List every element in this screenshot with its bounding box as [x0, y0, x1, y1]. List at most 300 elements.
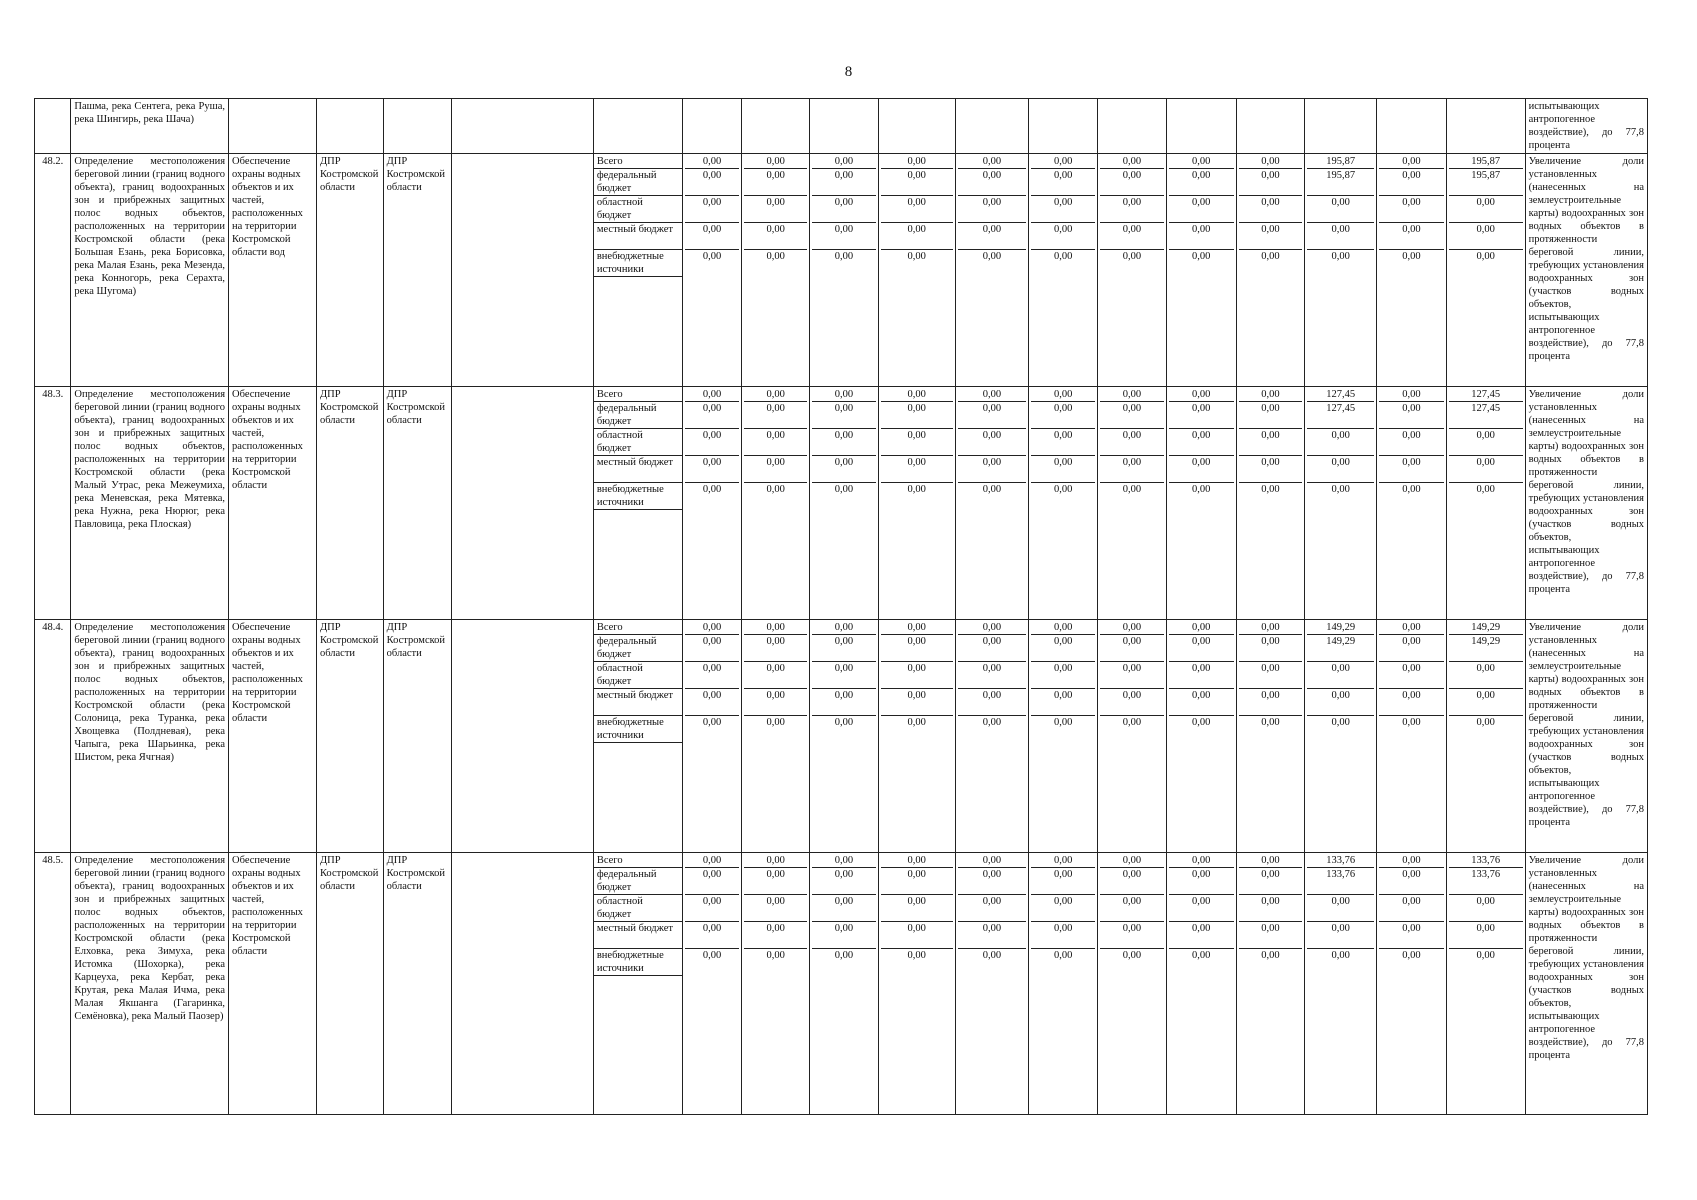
- value: 0,00: [1331, 950, 1350, 961]
- value: 0,00: [907, 484, 926, 495]
- value: 0,00: [958, 922, 1027, 949]
- value: 133,76: [1307, 854, 1374, 868]
- value: 0,00: [685, 402, 740, 429]
- value: 0,00: [958, 635, 1027, 662]
- coexecutor-cell: ДПР Костромской области: [383, 154, 452, 387]
- value: 0,00: [834, 717, 854, 728]
- source-label: Всего: [594, 621, 682, 635]
- value: 0,00: [958, 854, 1027, 868]
- value: 0,00: [744, 456, 807, 483]
- object-cell: Определение местоположения береговой линии (границ водного объекта), границ водоохранных зон и прибрежных защитных полос водных объектов, расположенных на территории Костромской области (река Солоница, река Туранка, река Хвощевка (Полдневая), река Чапыга, река Шарьинка, река Шистом, река Ячгная): [71, 620, 229, 853]
- value: 0,00: [1100, 196, 1164, 223]
- table-row-continuation: [35, 99, 1648, 154]
- value: 0,00: [744, 223, 807, 250]
- value: 195,87: [1307, 169, 1374, 196]
- result-cell: Увеличение доли установленных (нанесенных на землеустроительные карты) водоохранных зон водных объектов в протяженности береговой линии, требующих установления водоохранных зон (участков водных объектов, испытывающих антропогенное воздействие), до 77,8 процента: [1525, 853, 1647, 1115]
- value-cell: [1029, 620, 1098, 853]
- value: 149,29: [1449, 635, 1523, 662]
- source-label: Всего: [594, 854, 682, 868]
- value: 0,00: [1191, 950, 1211, 961]
- value: 0,00: [1307, 922, 1374, 949]
- value-cell: [878, 853, 955, 1115]
- row-number: 48.5.: [35, 853, 71, 1115]
- value: 0,00: [1239, 854, 1303, 868]
- value: 0,00: [1379, 155, 1444, 169]
- value: 0,00: [958, 402, 1027, 429]
- value: 0,00: [1100, 456, 1164, 483]
- row-number: [35, 99, 71, 154]
- value: 0,00: [744, 169, 807, 196]
- value-cell: [878, 387, 955, 620]
- value: 0,00: [1122, 717, 1142, 728]
- source-label: федеральный бюджет: [594, 169, 682, 196]
- value-cell: [955, 853, 1029, 1115]
- value: 0,00: [834, 950, 854, 961]
- value: 0,00: [1261, 950, 1280, 961]
- value: 0,00: [1379, 868, 1444, 895]
- value: 133,76: [1449, 854, 1523, 868]
- value-cell: [742, 853, 810, 1115]
- value: 0,00: [834, 484, 854, 495]
- value: 0,00: [1379, 895, 1444, 922]
- result-cell: Увеличение доли установленных (нанесенных на землеустроительные карты) водоохранных зон водных объектов в протяженности береговой линии, требующих установления водоохранных зон (участков водных объектов, испытывающих антропогенное воздействие), до 77,8 процента: [1525, 387, 1647, 620]
- value: 0,00: [1449, 895, 1523, 922]
- value: 0,00: [958, 196, 1027, 223]
- value-cell: [1305, 387, 1377, 620]
- value: 0,00: [1031, 456, 1095, 483]
- value: 0,00: [812, 402, 876, 429]
- value: 0,00: [1031, 868, 1095, 895]
- value: 0,00: [958, 621, 1027, 635]
- value: 0,00: [1054, 251, 1073, 262]
- value: 0,00: [958, 169, 1027, 196]
- value-cell: [1446, 387, 1525, 620]
- value: 0,00: [1100, 635, 1164, 662]
- value: 0,00: [1379, 854, 1444, 868]
- value: 127,45: [1449, 402, 1523, 429]
- value: 0,00: [1379, 689, 1444, 716]
- value: 0,00: [1031, 922, 1095, 949]
- value: 0,00: [744, 388, 807, 402]
- value: 0,00: [1100, 854, 1164, 868]
- value: 0,00: [881, 169, 953, 196]
- value: 0,00: [1239, 429, 1303, 456]
- value: 0,00: [702, 717, 722, 728]
- value-cell: [1446, 853, 1525, 1115]
- value: 0,00: [1191, 717, 1211, 728]
- value-cell: [1166, 154, 1236, 387]
- value: 0,00: [1031, 223, 1095, 250]
- executor-cell: ДПР Костромской области: [316, 620, 383, 853]
- table-row: [35, 154, 1648, 387]
- goal-cell: Обеспечение охраны водных объектов и их частей, расположенных на территории Костромской области вод: [229, 154, 317, 387]
- value-cell: [742, 387, 810, 620]
- value: 0,00: [1031, 388, 1095, 402]
- source-cell: [593, 620, 682, 853]
- value: 0,00: [1307, 662, 1374, 689]
- value: 0,00: [685, 854, 740, 868]
- object-cell: Определение местоположения береговой линии (границ водного объекта), границ водоохранных зон и прибрежных защитных полос водных объектов, расположенных на территории Костромской области (река Елховка, река Зимуха, река Истомка (Шохорка), река Карцеуха, река Кербат, река Крутая, река Малая Ичма, река Малая Якшанга (Гагаринка, Семёновка), река Малый Паозер): [71, 853, 229, 1115]
- value: 0,00: [744, 895, 807, 922]
- value: 0,00: [1031, 635, 1095, 662]
- value: 0,00: [744, 402, 807, 429]
- result-cell: Увеличение доли установленных (нанесенных на землеустроительные карты) водоохранных зон водных объектов в протяженности береговой линии, требующих установления водоохранных зон (участков водных объектов, испытывающих антропогенное воздействие), до 77,8 процента: [1525, 620, 1647, 853]
- value: 0,00: [1169, 155, 1234, 169]
- value: 0,00: [881, 429, 953, 456]
- value: 0,00: [1191, 484, 1211, 495]
- value: 0,00: [1379, 456, 1444, 483]
- value: 0,00: [1031, 429, 1095, 456]
- value: 0,00: [744, 854, 807, 868]
- value: 0,00: [1379, 169, 1444, 196]
- value: 0,00: [982, 950, 1002, 961]
- value: 0,00: [685, 155, 740, 169]
- value: 0,00: [1169, 621, 1234, 635]
- value-cell: [1236, 154, 1305, 387]
- value: 0,00: [881, 196, 953, 223]
- value: 0,00: [702, 950, 722, 961]
- value: 0,00: [744, 635, 807, 662]
- value: 0,00: [1100, 388, 1164, 402]
- value: 0,00: [1100, 621, 1164, 635]
- value: 0,00: [1100, 155, 1164, 169]
- value-cell: [1305, 853, 1377, 1115]
- value: 0,00: [1122, 251, 1142, 262]
- value: 0,00: [1307, 689, 1374, 716]
- value: 0,00: [1307, 895, 1374, 922]
- value-cell: [1166, 387, 1236, 620]
- value: 0,00: [1331, 717, 1350, 728]
- value: 0,00: [881, 689, 953, 716]
- value: 0,00: [1239, 456, 1303, 483]
- value: 0,00: [1169, 922, 1234, 949]
- value-cell: [1377, 853, 1447, 1115]
- value: 0,00: [744, 429, 807, 456]
- value: 0,00: [1169, 854, 1234, 868]
- value: 0,00: [907, 950, 926, 961]
- value: 0,00: [1449, 662, 1523, 689]
- value-cell: [1377, 387, 1447, 620]
- object-cell: Пашма, река Сентега, река Руша, река Шингирь, река Шача): [71, 99, 229, 154]
- coexecutor-cell: ДПР Костромской области: [383, 387, 452, 620]
- value: 0,00: [1054, 950, 1073, 961]
- value: 0,00: [1261, 717, 1280, 728]
- value: 0,00: [1379, 196, 1444, 223]
- value: 195,87: [1449, 155, 1523, 169]
- value: 0,00: [958, 662, 1027, 689]
- value: 0,00: [1169, 868, 1234, 895]
- value: 0,00: [1379, 388, 1444, 402]
- value: 0,00: [812, 621, 876, 635]
- value: 0,00: [1307, 223, 1374, 250]
- value: 0,00: [881, 388, 953, 402]
- value-cell: [742, 620, 810, 853]
- value: 0,00: [1169, 169, 1234, 196]
- value: 0,00: [982, 717, 1002, 728]
- value-cell: [682, 620, 742, 853]
- value: 0,00: [1054, 484, 1073, 495]
- value: 0,00: [907, 717, 926, 728]
- value: 149,29: [1449, 621, 1523, 635]
- value-cell: [1029, 387, 1098, 620]
- value: 0,00: [744, 196, 807, 223]
- value-cell: [682, 387, 742, 620]
- value: 0,00: [958, 689, 1027, 716]
- source-label: областной бюджет: [594, 662, 682, 689]
- value: 0,00: [1307, 456, 1374, 483]
- source-label: внебюджетные источники: [594, 250, 682, 277]
- value: 0,00: [1402, 251, 1421, 262]
- value-cell: [810, 387, 879, 620]
- value: 0,00: [1379, 223, 1444, 250]
- value-cell: [682, 154, 742, 387]
- value-cell: [1236, 387, 1305, 620]
- value: 0,00: [1239, 223, 1303, 250]
- value: 0,00: [685, 635, 740, 662]
- value: 0,00: [1100, 429, 1164, 456]
- value-cell: [955, 620, 1029, 853]
- value: 0,00: [1239, 868, 1303, 895]
- value: 0,00: [685, 388, 740, 402]
- value-cell: [1029, 154, 1098, 387]
- value-cell: [1098, 620, 1167, 853]
- object-cell: Определение местоположения береговой линии (границ водного объекта), границ водоохранных зон и прибрежных защитных полос водных объектов, расположенных на территории Костромской области (река Малый Утрас, река Межеумиха, река Меневская, река Мятевка, река Нужна, река Нюрюг, река Павловица, река Плоская): [71, 387, 229, 620]
- value-cell: [810, 853, 879, 1115]
- value: 0,00: [685, 223, 740, 250]
- table-row: [35, 620, 1648, 853]
- value: 0,00: [881, 635, 953, 662]
- value: 0,00: [958, 429, 1027, 456]
- value: 0,00: [812, 429, 876, 456]
- value: 0,00: [881, 895, 953, 922]
- value: 0,00: [1239, 155, 1303, 169]
- value-cell: [1236, 620, 1305, 853]
- value: 0,00: [812, 635, 876, 662]
- source-label: областной бюджет: [594, 429, 682, 456]
- source-label: областной бюджет: [594, 196, 682, 223]
- value: 0,00: [1169, 429, 1234, 456]
- value: 0,00: [1100, 895, 1164, 922]
- value: 0,00: [1331, 484, 1350, 495]
- row-number: 48.3.: [35, 387, 71, 620]
- value: 0,00: [1169, 388, 1234, 402]
- coexecutor-cell: ДПР Костромской области: [383, 853, 452, 1115]
- source-label: федеральный бюджет: [594, 635, 682, 662]
- value: 0,00: [907, 251, 926, 262]
- source-label: местный бюджет: [594, 689, 682, 716]
- value: 0,00: [702, 484, 722, 495]
- value-cell: [878, 154, 955, 387]
- source-label: внебюджетные источники: [594, 716, 682, 743]
- value: 0,00: [1449, 456, 1523, 483]
- value: 133,76: [1449, 868, 1523, 895]
- result-cell: испытывающих антропогенное воздействие), до 77,8 процента: [1525, 99, 1647, 154]
- value: 127,45: [1307, 402, 1374, 429]
- executor-cell: ДПР Костромской области: [316, 154, 383, 387]
- value-cell: [810, 154, 879, 387]
- value: 0,00: [1449, 429, 1523, 456]
- source-cell: [593, 387, 682, 620]
- value: 0,00: [812, 868, 876, 895]
- value: 0,00: [1379, 621, 1444, 635]
- value: 0,00: [685, 689, 740, 716]
- value: 0,00: [812, 155, 876, 169]
- value: 0,00: [1100, 662, 1164, 689]
- value: 0,00: [766, 717, 785, 728]
- empty-cell: [452, 620, 593, 853]
- value: 0,00: [1239, 635, 1303, 662]
- object-cell: Определение местоположения береговой линии (границ водного объекта), границ водоохранных зон и прибрежных защитных полос водных объектов, расположенных на территории Костромской области (река Большая Езань, река Борисовка, река Малая Езань, река Мезенда, река Конногорь, река Серахта, река Шугома): [71, 154, 229, 387]
- value: 0,00: [982, 251, 1002, 262]
- value: 0,00: [1169, 223, 1234, 250]
- value: 0,00: [958, 868, 1027, 895]
- value: 0,00: [1239, 895, 1303, 922]
- value: 127,45: [1307, 388, 1374, 402]
- value: 0,00: [1031, 621, 1095, 635]
- value: 0,00: [1261, 484, 1280, 495]
- value: 0,00: [1169, 689, 1234, 716]
- value: 0,00: [812, 456, 876, 483]
- value: 0,00: [1100, 169, 1164, 196]
- value-cell: [1446, 620, 1525, 853]
- value: 0,00: [812, 922, 876, 949]
- value: 0,00: [881, 854, 953, 868]
- source-label: внебюджетные источники: [594, 949, 682, 976]
- value: 0,00: [766, 251, 785, 262]
- value: 0,00: [1169, 196, 1234, 223]
- value: 0,00: [881, 868, 953, 895]
- value: 0,00: [1169, 895, 1234, 922]
- value: 0,00: [1239, 388, 1303, 402]
- value: 0,00: [1239, 196, 1303, 223]
- source-label: местный бюджет: [594, 922, 682, 949]
- value: 0,00: [1476, 717, 1495, 728]
- value: 0,00: [958, 895, 1027, 922]
- program-table: [34, 98, 1648, 1115]
- value: 0,00: [1100, 223, 1164, 250]
- value: 0,00: [1100, 689, 1164, 716]
- value: 0,00: [1379, 662, 1444, 689]
- value: 0,00: [881, 922, 953, 949]
- value: 0,00: [685, 662, 740, 689]
- value-cell: [1029, 853, 1098, 1115]
- value: 0,00: [881, 621, 953, 635]
- empty-cell: [452, 154, 593, 387]
- value: 0,00: [1054, 717, 1073, 728]
- source-label: Всего: [594, 155, 682, 169]
- value: 0,00: [1122, 950, 1142, 961]
- value-cell: [1377, 154, 1447, 387]
- value-cell: [955, 154, 1029, 387]
- value: 0,00: [812, 388, 876, 402]
- value: 0,00: [1402, 717, 1421, 728]
- value: 0,00: [1476, 484, 1495, 495]
- value: 0,00: [1402, 484, 1421, 495]
- value: 0,00: [1239, 169, 1303, 196]
- source-label: внебюджетные источники: [594, 483, 682, 510]
- value: 0,00: [1100, 868, 1164, 895]
- source-label: областной бюджет: [594, 895, 682, 922]
- value: 0,00: [1031, 689, 1095, 716]
- value-cell: [1236, 853, 1305, 1115]
- value: 0,00: [1379, 402, 1444, 429]
- value: 127,45: [1449, 388, 1523, 402]
- value: 0,00: [1031, 196, 1095, 223]
- value: 0,00: [1239, 621, 1303, 635]
- value-cell: [1166, 620, 1236, 853]
- page-number: 8: [844, 64, 853, 80]
- value: 0,00: [1169, 635, 1234, 662]
- value: 0,00: [1031, 402, 1095, 429]
- source-label: федеральный бюджет: [594, 402, 682, 429]
- goal-cell: Обеспечение охраны водных объектов и их частей, расположенных на территории Костромской области: [229, 853, 317, 1115]
- value: 149,29: [1307, 635, 1374, 662]
- value: 0,00: [1379, 922, 1444, 949]
- source-cell: [593, 154, 682, 387]
- value-cell: [1377, 620, 1447, 853]
- goal-cell: Обеспечение охраны водных объектов и их частей, расположенных на территории Костромской области: [229, 387, 317, 620]
- value: 0,00: [1239, 662, 1303, 689]
- value: 0,00: [685, 868, 740, 895]
- value-cell: [810, 620, 879, 853]
- value: 0,00: [1331, 251, 1350, 262]
- empty-cell: [452, 387, 593, 620]
- value: 0,00: [685, 169, 740, 196]
- value: 0,00: [685, 621, 740, 635]
- value: 0,00: [1191, 251, 1211, 262]
- value: 0,00: [881, 662, 953, 689]
- source-label: местный бюджет: [594, 456, 682, 483]
- source-cell: [593, 853, 682, 1115]
- value-cell: [955, 387, 1029, 620]
- goal-cell: Обеспечение охраны водных объектов и их частей, расположенных на территории Костромской области: [229, 620, 317, 853]
- value: 0,00: [744, 868, 807, 895]
- value: 0,00: [812, 223, 876, 250]
- value-cell: [1446, 154, 1525, 387]
- value: 0,00: [1100, 922, 1164, 949]
- value: 0,00: [685, 429, 740, 456]
- value: 0,00: [1261, 251, 1280, 262]
- value-cell: [1305, 154, 1377, 387]
- executor-cell: ДПР Костромской области: [316, 387, 383, 620]
- value: 0,00: [1307, 196, 1374, 223]
- value: 0,00: [881, 223, 953, 250]
- value: 0,00: [1449, 196, 1523, 223]
- value: 149,29: [1307, 621, 1374, 635]
- value: 0,00: [982, 484, 1002, 495]
- value: 0,00: [1031, 169, 1095, 196]
- value: 195,87: [1449, 169, 1523, 196]
- value-cell: [1098, 853, 1167, 1115]
- value: 0,00: [1307, 429, 1374, 456]
- source-label: Всего: [594, 388, 682, 402]
- value: 0,00: [1169, 662, 1234, 689]
- value: 0,00: [744, 662, 807, 689]
- value: 195,87: [1307, 155, 1374, 169]
- coexecutor-cell: ДПР Костромской области: [383, 620, 452, 853]
- value: 0,00: [685, 922, 740, 949]
- value: 0,00: [958, 388, 1027, 402]
- value-cell: [1098, 154, 1167, 387]
- value: 0,00: [1031, 155, 1095, 169]
- value: 0,00: [834, 251, 854, 262]
- value: 0,00: [958, 155, 1027, 169]
- value: 0,00: [1031, 854, 1095, 868]
- value: 0,00: [812, 196, 876, 223]
- value: 0,00: [1031, 895, 1095, 922]
- value: 133,76: [1307, 868, 1374, 895]
- value: 0,00: [685, 456, 740, 483]
